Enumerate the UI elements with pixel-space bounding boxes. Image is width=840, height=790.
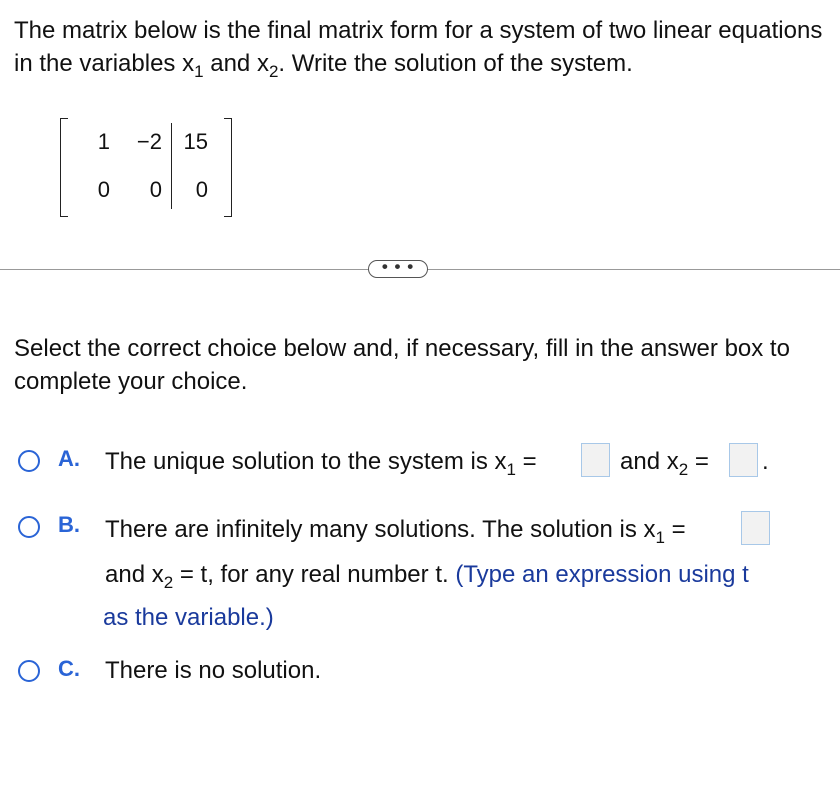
option-b-text: There are infinitely many solutions. The solution is $x_1$ = xyxy=(105,516,686,547)
option-a-text: The unique solution to the system is $x_1$ = xyxy=(105,448,537,479)
matrix-cell: 15 xyxy=(183,129,208,154)
x2-answer-box[interactable] xyxy=(729,443,758,477)
option-c-letter: C. xyxy=(58,656,80,681)
option-c-text: There is no solution. xyxy=(105,657,322,684)
option-b-line2: and $x_2 = t$, for any real number t. (Type an expression using t xyxy=(105,561,749,592)
instructions-text: Select the correct choice below and, if necessary, fill in the answer box to complete your choice. xyxy=(14,335,790,395)
option-b-hint: (Type an expression using t xyxy=(455,561,749,588)
matrix-left-bracket xyxy=(60,118,68,217)
option-a-radio[interactable] xyxy=(18,450,40,472)
matrix-right-bracket xyxy=(224,118,232,217)
option-a-letter: A. xyxy=(58,446,80,471)
option-a-text-x2: and $x_2$ = xyxy=(620,448,709,479)
augmented-matrix xyxy=(60,118,232,215)
show-more-button[interactable]: • • • xyxy=(368,260,428,278)
option-b-letter: B. xyxy=(58,512,80,537)
option-c-radio[interactable] xyxy=(18,660,40,682)
option-b-radio[interactable] xyxy=(18,516,40,538)
augment-divider-line xyxy=(171,123,172,209)
matrix-cell: 0 xyxy=(149,177,162,202)
matrix-cell: 0 xyxy=(97,177,110,202)
matrix-cell: −2 xyxy=(136,129,162,154)
x1-answer-box[interactable] xyxy=(581,443,610,477)
question-text: The matrix below is the final matrix form for a system of two linear equations in the variables $x_1$ and $x_2$. Write the solution of the system. xyxy=(14,17,823,81)
option-b-hint-line2: as the variable.) xyxy=(103,604,274,631)
option-a-period: . xyxy=(762,448,769,475)
x1-expression-box[interactable] xyxy=(741,511,770,545)
matrix-cell: 0 xyxy=(195,177,208,202)
matrix-cell: 1 xyxy=(97,129,110,154)
